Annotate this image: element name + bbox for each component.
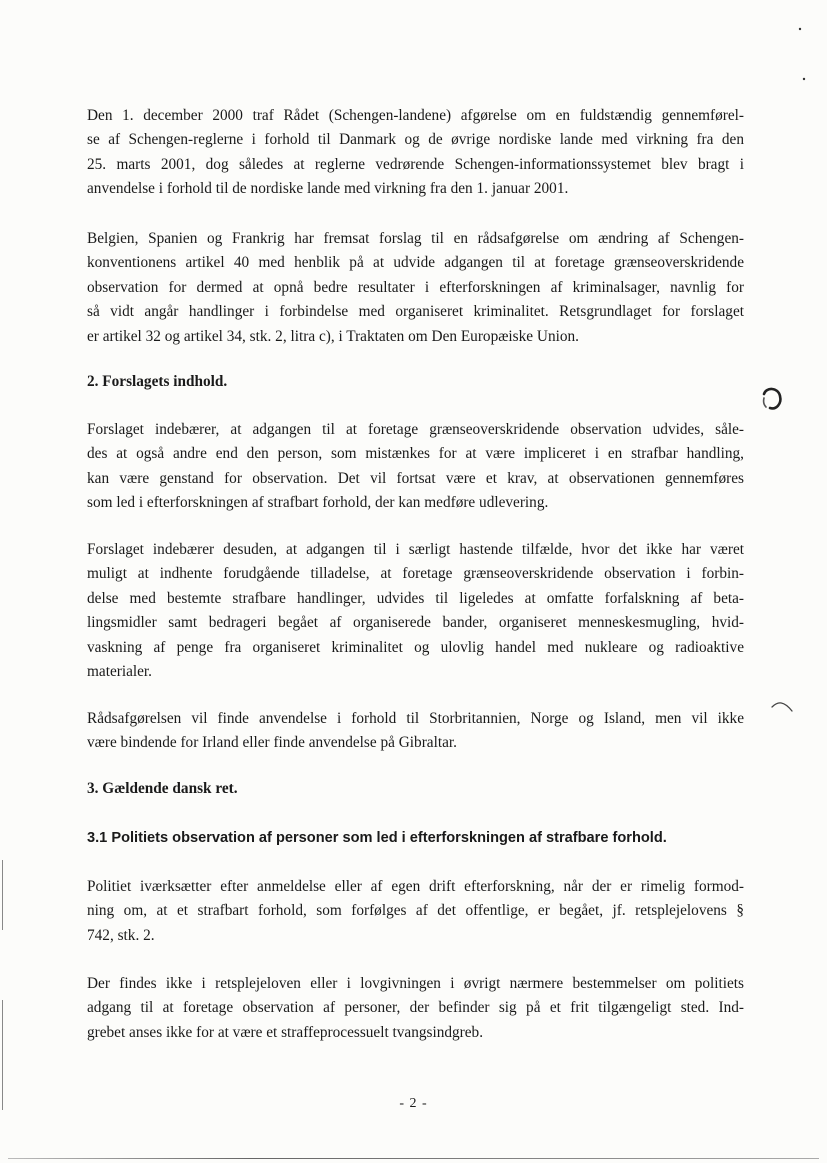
paragraph-schengen-decision (87, 104, 744, 202)
paragraph-1 (87, 104, 744, 202)
text-line: konventionens artikel 40 med henblik på at udvide adgangen til at foretage grænseoverskridende (87, 254, 744, 272)
section-heading-3 (87, 777, 744, 801)
text-line: des at også andre end den person, som mistænkes for at være impliceret i en strafbar handling, (87, 445, 744, 463)
paragraph-6 (87, 875, 744, 948)
heading-politiets-observation: 3.1 Politiets observation af personer som led i efterforskningen af strafbare forhold. (87, 830, 667, 846)
text-line: vaskning af penge fra organiseret kriminalitet og ulovlig handel med nukleare og radioaktive (87, 638, 744, 656)
text-line: Belgien, Spanien og Frankrig har fremsat forslag til en rådsafgørelse om ændring af Schengen- (87, 230, 744, 247)
text-line: så vidt angår handlinger i forbindelse med organiseret kriminalitet. Retsgrundlaget for forslaget (87, 303, 744, 321)
paragraph-2 (87, 227, 744, 349)
scan-speck-icon (801, 76, 807, 82)
paragraph-observation-rules (87, 972, 744, 1045)
text-line: Rådsafgørelsen vil finde anvendelse i forhold til Storbritannien, Norge og Island, men vil ikke (87, 710, 744, 727)
text-line: 25. marts 2001, dog således at reglerne vedrørende Schengen-informationssystemet blev bragt i (87, 155, 744, 173)
paragraph-3 (87, 418, 744, 516)
text-line: delse med bestemte strafbare handlinger, udvides til ligeledes at omfatte forfalskning af beta- (87, 589, 744, 607)
text-line: muligt at indhente forudgående tilladelse, at foretage grænseoverskridende observation i forbin- (87, 565, 744, 583)
text-line: Der findes ikke i retsplejeloven eller i lovgivningen i øvrigt nærmere bestemmelser om politiets (87, 975, 744, 992)
heading-gaeldende-dansk-ret: 3. Gældende dansk ret. (87, 780, 238, 797)
paragraph-4 (87, 538, 744, 684)
section-heading-2 (87, 370, 744, 394)
text-line: 742, stk. 2. (87, 926, 155, 944)
scan-smudge-icon (770, 699, 796, 715)
paragraph-content-1 (87, 418, 744, 516)
paragraph-scope (87, 707, 744, 756)
punch-hole-mark-icon (756, 384, 786, 414)
text-line: som led i efterforskningen af strafbart forhold, der kan medføre udlevering. (87, 494, 549, 512)
text-line: er artikel 32 og artikel 34, stk. 2, litra c), i Traktaten om Den Europæiske Union. (87, 327, 579, 345)
scan-edge-line (2, 860, 3, 930)
text-line: materialer. (87, 663, 152, 681)
text-line: ning om, at et strafbart forhold, som forfølges af det offentlige, er begået, jf. retsplejelovens § (87, 902, 744, 920)
text-line: observation for dermed at opnå bedre resultater i efterforskningen af kriminalsager, navnlig for (87, 278, 744, 296)
text-line: anvendelse i forhold til de nordiske lande med virkning fra den 1. januar 2001. (87, 180, 569, 198)
text-line: Forslaget indebærer desuden, at adgangen til i særligt hastende tilfælde, hvor det ikke har været (87, 541, 744, 558)
text-line: Forslaget indebærer, at adgangen til at foretage grænseoverskridende observation udvides, såle- (87, 421, 744, 438)
paragraph-7 (87, 972, 744, 1045)
paragraph-5 (87, 707, 744, 756)
scan-bottom-edge (8, 1158, 819, 1159)
text-line: være bindende for Irland eller finde anvendelse på Gibraltar. (87, 734, 457, 752)
text-line: Politiet iværksætter efter anmeldelse eller af egen drift efterforskning, når der er rimelig formod- (87, 878, 744, 895)
paragraph-proposal (87, 227, 744, 349)
text-line: grebet anses ikke for at være et straffeprocessuelt tvangsindgreb. (87, 1023, 484, 1041)
page-number: - 2 - (399, 1096, 428, 1111)
scan-speck-icon (797, 26, 803, 32)
section-heading-3-1 (87, 826, 744, 850)
paragraph-content-2 (87, 538, 744, 684)
text-line: Den 1. december 2000 traf Rådet (Schengen-landene) afgørelse om en fuldstændig gennemførel- (87, 107, 744, 124)
paragraph-investigation (87, 875, 744, 948)
text-line: adgang til at foretage observation af personer, der befinder sig på et frit tilgængeligt sted. Ind- (87, 999, 744, 1017)
heading-forslagets-indhold: 2. Forslagets indhold. (87, 373, 228, 390)
text-line: kan være genstand for observation. Det vil fortsat være et krav, at observationen gennemføres (87, 469, 744, 487)
text-line: se af Schengen-reglerne i forhold til Danmark og de øvrige nordiske lande med virkning fra den (87, 131, 744, 149)
text-line: lingsmidler samt bedrageri begået af organiserede bander, organiseret menneskesmugling, hvid- (87, 614, 744, 632)
scan-edge-line (2, 1000, 3, 1110)
